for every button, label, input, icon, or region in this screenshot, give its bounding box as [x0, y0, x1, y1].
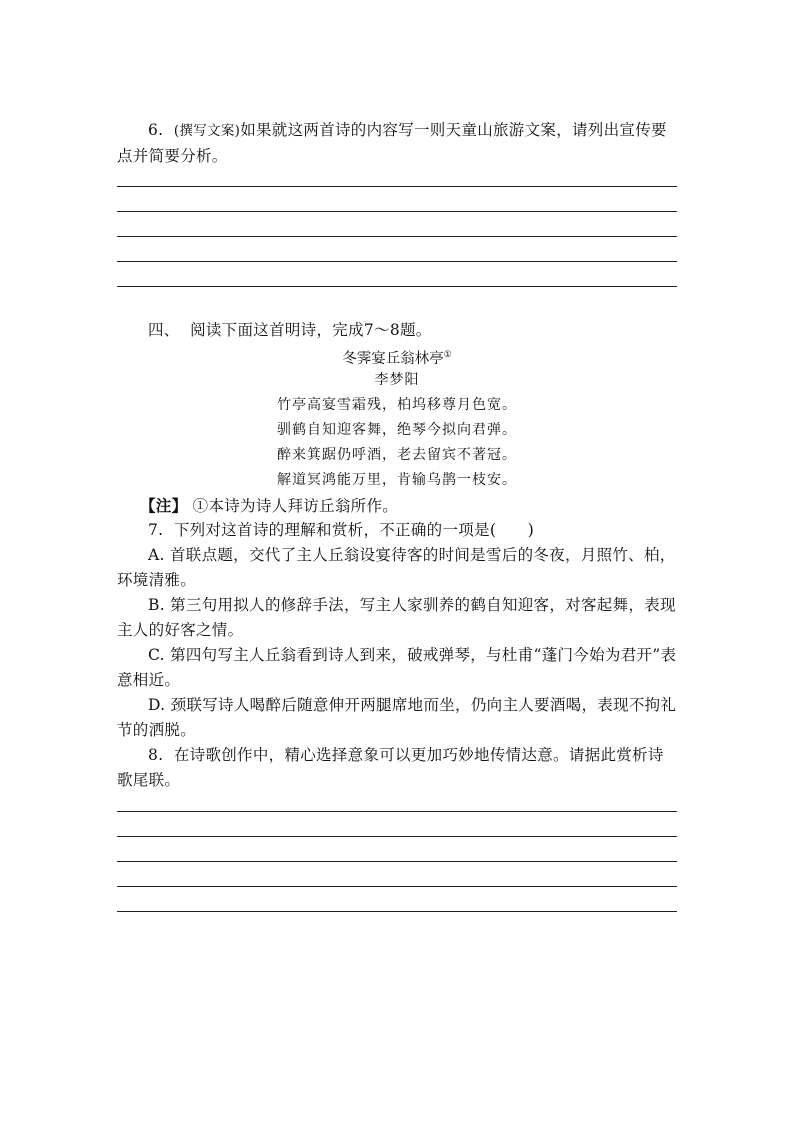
- q6-number: 6.: [148, 121, 164, 139]
- poem-title: 冬霁宴丘翁林亭①: [342, 350, 452, 367]
- answer-line[interactable]: [117, 211, 677, 212]
- poem-note: [140, 493, 677, 519]
- q6-text: 如果就这两首诗的内容写一则天童山旅游文案，请列出宣传要点并简要分析。: [117, 121, 667, 165]
- q8-text: 在诗歌创作中，精心选择意象可以更加巧妙地传情达意。请据此赏析诗歌尾联。: [117, 746, 664, 789]
- question-6: [117, 118, 677, 169]
- poem-line: 竹亭高宴雪霜残，柏坞移尊月色宽。: [277, 397, 517, 413]
- answer-line[interactable]: [117, 261, 677, 262]
- poem-line: 解道冥鸿能万里，肯输乌鹊一枝安。: [277, 472, 517, 488]
- option-text: 第三句用拟人的修辞手法，写主人家驯养的鹤自知迎客，对客起舞，表现主人的好客之情。: [117, 596, 676, 639]
- answer-line[interactable]: [117, 811, 677, 812]
- poem-author: 李梦阳: [374, 372, 420, 388]
- q7-option-c[interactable]: [117, 643, 677, 693]
- option-text: 颈联写诗人喝醉后随意伸开两腿席地而坐，仍向主人要酒喝，表现不拘礼节的洒脱。: [117, 696, 677, 739]
- option-text: 首联点题，交代了主人丘翁设宴待客的时间是雪后的冬夜，月照竹、柏，环境清雅。: [117, 546, 676, 589]
- q6-tag: (撰写文案): [173, 123, 241, 139]
- q7-option-b[interactable]: [117, 593, 677, 643]
- option-letter: D.: [148, 696, 166, 714]
- option-letter: B.: [148, 596, 165, 614]
- option-letter: A.: [148, 546, 165, 564]
- answer-line[interactable]: [117, 186, 677, 187]
- note-text: ①本诗为诗人拜访丘翁所作。: [192, 497, 399, 515]
- q7-stem: 下列对这首诗的理解和赏析，不正确的一项是( ): [173, 521, 535, 539]
- poem-title-note: ①: [443, 350, 452, 360]
- q7-option-a[interactable]: [117, 543, 677, 593]
- section-4-text: 阅读下面这首明诗，完成7～8题。: [190, 321, 432, 339]
- poem-line: 驯鹤自知迎客舞，绝琴今拟向君弹。: [277, 422, 517, 438]
- question-8: [117, 743, 677, 793]
- answer-line[interactable]: [117, 286, 677, 287]
- answer-line[interactable]: [117, 886, 677, 887]
- q7-number: 7.: [148, 521, 164, 539]
- answer-line[interactable]: [117, 836, 677, 837]
- note-label: 【注】: [140, 496, 188, 515]
- q8-number: 8.: [148, 746, 164, 764]
- question-7: [117, 518, 677, 543]
- section-4-heading: [117, 318, 677, 343]
- poem-line: 醉来箕踞仍呼酒，老去留宾不著冠。: [277, 447, 517, 463]
- answer-line[interactable]: [117, 861, 677, 862]
- option-letter: C.: [148, 646, 165, 664]
- answer-line[interactable]: [117, 911, 677, 912]
- section-4-label: 四、: [148, 321, 180, 339]
- q7-option-d[interactable]: [117, 693, 677, 743]
- answer-line[interactable]: [117, 236, 677, 237]
- option-text: 第四句写主人丘翁看到诗人到来，破戒弹琴，与杜甫“蓬门今始为君开”表意相近。: [117, 646, 677, 689]
